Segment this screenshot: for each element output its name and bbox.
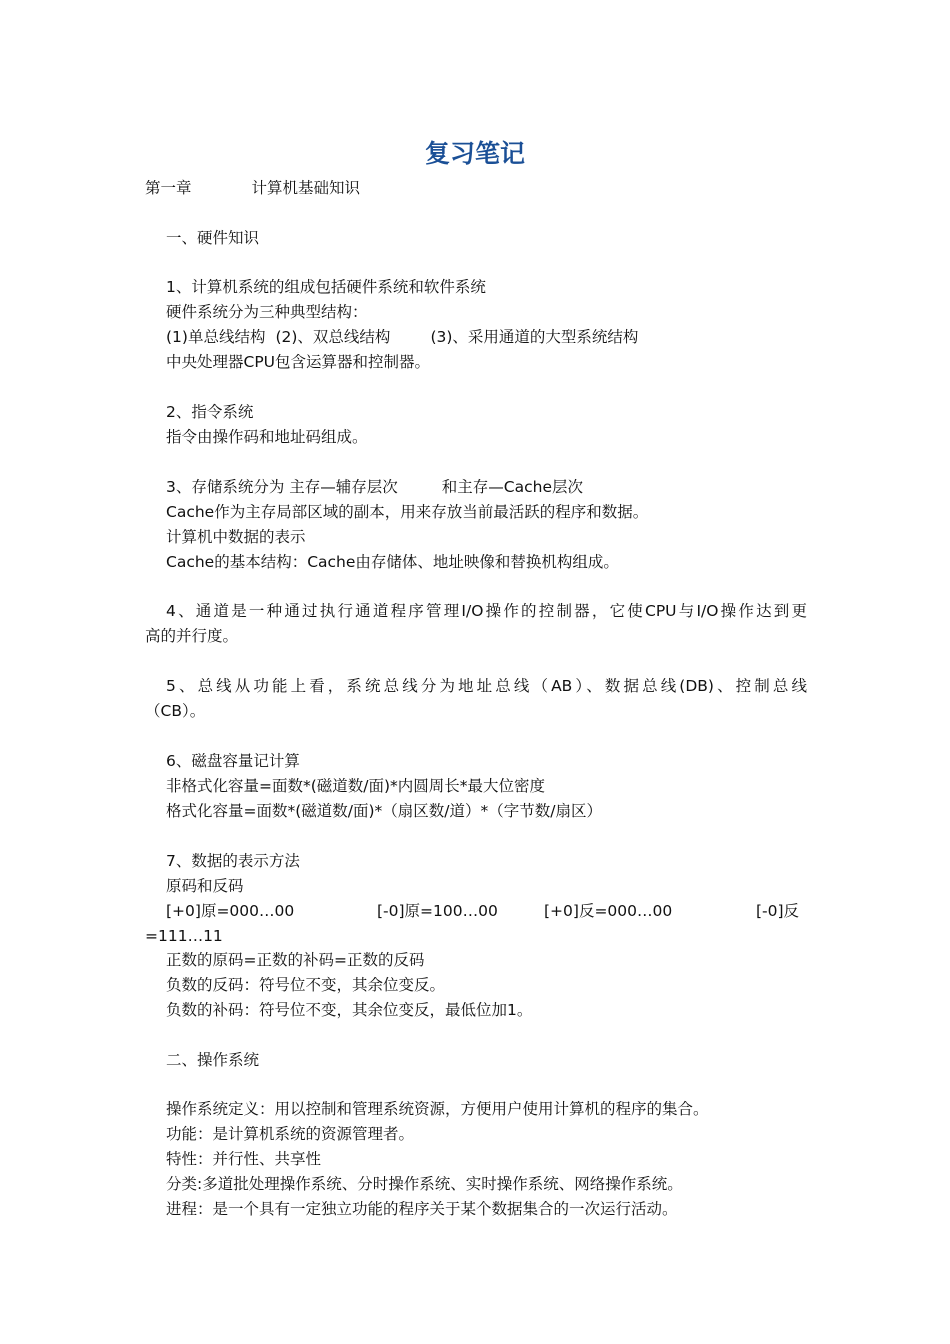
- item3-line3: Cache的基本结构：Cache由存储体、地址映像和替换机构组成。: [166, 553, 619, 571]
- os-line4: 分类:多道批处理操作系统、分时操作系统、实时操作系统、网络操作系统。: [166, 1175, 683, 1193]
- chapter-heading: [145, 178, 360, 198]
- code-positive-zero-ones: [+0]反=000…00: [544, 902, 673, 920]
- os-line1: 操作系统定义：用以控制和管理系统资源，方便用户使用计算机的程序的集合。: [166, 1100, 709, 1118]
- section-heading-hardware: 一、硬件知识: [166, 229, 260, 247]
- structure-1: (1)单总线结构: [166, 328, 266, 346]
- item7-line1: 原码和反码: [166, 877, 244, 895]
- structure-2: (2)、双总线结构: [275, 328, 391, 346]
- chapter-name: 计算机基础知识: [251, 179, 361, 197]
- item1-line3: 中央处理器CPU包含运算器和控制器。: [166, 353, 431, 371]
- item1-structures: [166, 327, 638, 347]
- item3-heading-b: 和主存—Cache层次: [441, 478, 584, 496]
- item6-line1: 非格式化容量=面数*(磁道数/面)*内圆周长*最大位密度: [166, 777, 546, 795]
- item1-heading: 1、计算机系统的组成包括硬件系统和软件系统: [166, 278, 486, 296]
- section-heading-os: 二、操作系统: [166, 1051, 260, 1069]
- code-negative-zero-original: [-0]原=100…00: [377, 902, 498, 920]
- document-title: 复习笔记: [424, 139, 525, 168]
- item4-line1: 4、通道是一种通过执行通道程序管理I/O操作的控制器，它使CPU与I/O操作达到更: [166, 602, 807, 620]
- os-line2: 功能：是计算机系统的资源管理者。: [166, 1125, 415, 1143]
- code-positive-zero-original: [+0]原=000…00: [166, 902, 295, 920]
- chapter-number: 第一章: [145, 179, 192, 197]
- item5-line1: 5、总线从功能上看，系统总线分为地址总线（AB）、数据总线(DB)、控制总线: [166, 677, 807, 695]
- item4-line2: 高的并行度。: [145, 627, 239, 645]
- item6-heading: 6、磁盘容量记计算: [166, 752, 300, 770]
- item7-line4: 负数的反码：符号位不变，其余位变反。: [166, 976, 446, 994]
- item7-line3: 正数的原码=正数的补码=正数的反码: [166, 951, 425, 969]
- item1-line1: 硬件系统分为三种典型结构：: [166, 303, 368, 321]
- item3-line2: 计算机中数据的表示: [166, 528, 306, 546]
- item6-line2: 格式化容量=面数*(磁道数/面)*（扇区数/道）*（字节数/扇区）: [166, 802, 602, 820]
- code-negative-zero-ones: [-0]反: [756, 902, 800, 920]
- item5-line2: （CB）。: [145, 702, 206, 720]
- item7-heading: 7、数据的表示方法: [166, 852, 300, 870]
- item7-line5: 负数的补码：符号位不变，其余位变反，最低位加1。: [166, 1001, 533, 1019]
- item2-heading: 2、指令系统: [166, 403, 254, 421]
- os-line3: 特性：并行性、共享性: [166, 1150, 322, 1168]
- item3-line1: Cache作为主存局部区域的副本，用来存放当前最活跃的程序和数据。: [166, 503, 649, 521]
- item2-line1: 指令由操作码和地址码组成。: [166, 428, 368, 446]
- os-line5: 进程：是一个具有一定独立功能的程序关于某个数据集合的一次运行活动。: [166, 1200, 678, 1218]
- structure-3: (3)、采用通道的大型系统结构: [430, 328, 639, 346]
- item3-heading: [166, 477, 583, 497]
- code-negative-zero-ones-value: =111…11: [145, 927, 223, 945]
- item3-heading-a: 3、存储系统分为 主存—辅存层次: [166, 478, 398, 496]
